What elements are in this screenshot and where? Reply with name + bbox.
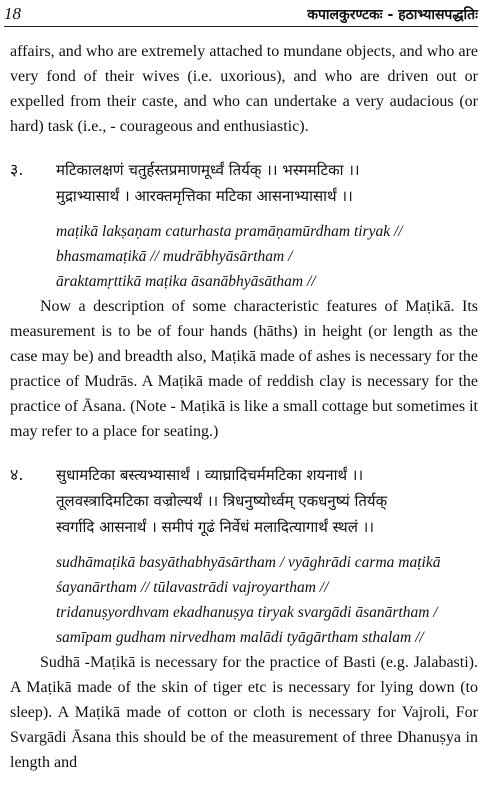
book-page <box>0 2 488 802</box>
transliteration-line: tridanuṣyordhvam ekadhanuṣya tiryak svargādi āsanārtham / <box>56 604 438 621</box>
page-number: 18 <box>4 4 21 23</box>
sanskrit-line: सुधामटिका बस्त्यभ्यासार्थं । व्याघ्रादिचर्ममटिका शयनार्थं ।। <box>56 466 364 484</box>
transliteration-block <box>56 219 478 294</box>
verse-3 <box>10 157 478 209</box>
paragraph-continuation: affairs, and who are extremely attached to mundane objects, and who are very fond of their wives (i.e. uxorious), and who are driven out or expelled from their caste, and who can undertake a very audacious (or hard) task (i.e., - courageous and enthusiastic). <box>10 43 478 135</box>
verse-number: ४. <box>10 465 24 484</box>
page-header <box>4 2 478 27</box>
transliteration-line: samīpam gudham nirvedham malādi tyāgārtham sthalam // <box>56 629 424 646</box>
sanskrit-line: मटिकालक्षणं चतुर्हस्तप्रमाणमूर्ध्वं तिर्यक् ।। भस्ममटिका ।। <box>56 161 360 179</box>
paragraph-explanation: Sudhā -Maṭikā is necessary for the practice of Basti (e.g. Jalabasti). A Maṭikā made of the skin of tiger etc is necessary for lying down (to sleep). A Maṭikā made of cotton or cloth is necessary for Vajroli, For Svargādi Āsana this should be of the measurement of three Dhanuṣya in length and <box>10 654 478 771</box>
transliteration-block <box>56 550 478 650</box>
sanskrit-line: मुद्राभ्यासार्थं । आरक्तमृत्तिका मटिका आसनाभ्यासार्थं ।। <box>56 187 353 205</box>
sanskrit-line: तूलवस्त्रादिमटिका वज्रोल्यर्थं ।। त्रिधनुष्योर्ध्वम् एकधनुष्यं तिर्यक् <box>56 492 388 510</box>
running-title: कपालकुरण्टकः - हठाभ्यासपद्धतिः <box>307 7 478 23</box>
paragraph-explanation: Now a description of some characteristic features of Maṭikā. Its measurement is to be of four hands (hāths) in height (or length as the case may be) and breadth also, Maṭikā made of ashes is necessary for the practice of Mudrās. A Maṭikā made of reddish clay is necessary for the practice of Āsana. (Note - Maṭikā is like a small cottage but sometimes it may refer to a place for seating.) <box>10 298 478 440</box>
transliteration-line: āraktamṛttikā maṭika āsanābhyāsātham // <box>56 273 316 290</box>
transliteration-line: bhasmamaṭikā // mudrābhyāsārtham / <box>56 248 293 265</box>
transliteration-line: sudhāmaṭikā basyāthabhyāsārtham / vyāghrādi carma maṭikā <box>56 554 441 571</box>
verse-4 <box>10 462 478 540</box>
transliteration-line: śayanārtham // tūlavastrādi vajroyartham // <box>56 579 329 596</box>
verse-number: ३. <box>10 160 24 179</box>
sanskrit-line: स्वर्गादि आसनार्थं । समीपं गूढं निर्वेधं मलादित्यागार्थं स्थलं ।। <box>56 518 375 536</box>
transliteration-line: maṭikā lakṣaṇam caturhasta pramāṇamūrdham tiryak // <box>56 223 403 240</box>
